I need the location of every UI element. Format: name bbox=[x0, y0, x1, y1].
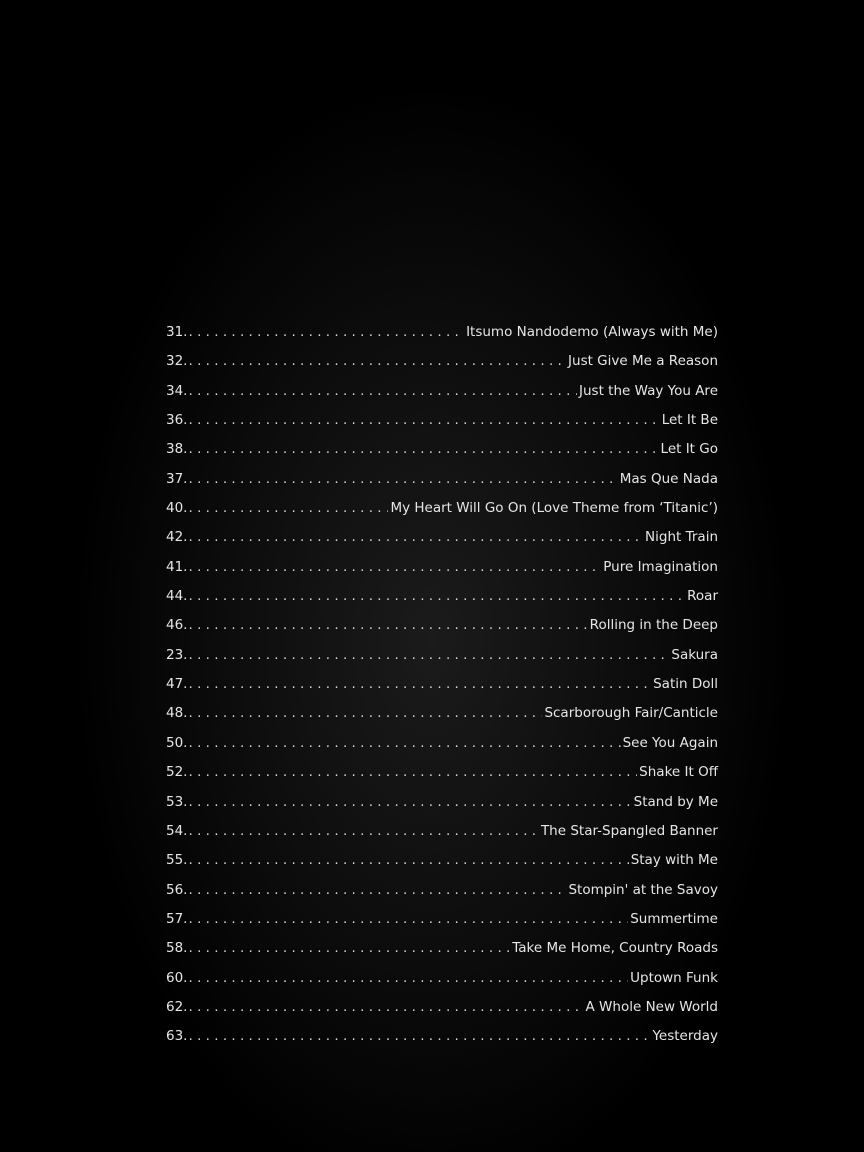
toc-song-title: Scarborough Fair/Canticle bbox=[544, 705, 718, 722]
toc-entry bbox=[166, 934, 718, 963]
toc-page-number: 56. bbox=[166, 881, 188, 898]
toc-song-title: Mas Que Nada bbox=[619, 470, 718, 487]
toc-page-number: 37. bbox=[166, 470, 188, 487]
toc-song-title: Pure Imagination bbox=[603, 558, 718, 575]
toc-entry bbox=[166, 846, 718, 875]
toc-dot-leader bbox=[188, 670, 651, 699]
toc-page-number: 60. bbox=[166, 969, 188, 986]
toc-entry bbox=[166, 876, 718, 905]
toc-entry bbox=[166, 964, 718, 993]
toc-page-number: 44. bbox=[166, 588, 188, 605]
toc-page-number: 38. bbox=[166, 441, 188, 458]
toc-song-title: Sakura bbox=[671, 646, 718, 663]
table-of-contents bbox=[166, 318, 718, 1052]
toc-page-number: 50. bbox=[166, 734, 188, 751]
toc-entry bbox=[166, 318, 718, 347]
toc-page-number: 48. bbox=[166, 705, 188, 722]
toc-song-title: Rolling in the Deep bbox=[589, 617, 718, 634]
toc-song-title: Itsumo Nandodemo (Always with Me) bbox=[466, 324, 718, 340]
toc-entry bbox=[166, 817, 718, 846]
toc-entry bbox=[166, 465, 718, 494]
toc-page-number: 63. bbox=[166, 1028, 188, 1045]
toc-entry bbox=[166, 699, 718, 728]
toc-entry bbox=[166, 347, 718, 376]
toc-entry bbox=[166, 611, 718, 640]
toc-dot-leader bbox=[188, 729, 620, 758]
toc-entry bbox=[166, 406, 718, 435]
toc-entry bbox=[166, 641, 718, 670]
toc-page-number: 31. bbox=[166, 324, 188, 340]
toc-entry bbox=[166, 523, 718, 552]
toc-song-title: Let It Go bbox=[660, 441, 718, 458]
toc-entry bbox=[166, 905, 718, 934]
toc-song-title: Yesterday bbox=[652, 1028, 718, 1045]
toc-dot-leader bbox=[188, 494, 388, 523]
toc-page-number: 54. bbox=[166, 822, 188, 839]
toc-page-number: 53. bbox=[166, 793, 188, 810]
toc-song-title: Roar bbox=[687, 588, 718, 605]
toc-dot-leader bbox=[188, 699, 542, 728]
toc-page-number: 23. bbox=[166, 646, 188, 663]
toc-page-number: 57. bbox=[166, 910, 188, 927]
toc-dot-leader bbox=[188, 318, 464, 347]
toc-dot-leader bbox=[188, 553, 601, 582]
toc-dot-leader bbox=[188, 817, 538, 846]
toc-song-title: Let It Be bbox=[661, 412, 718, 429]
toc-page-number: 36. bbox=[166, 412, 188, 429]
toc-dot-leader bbox=[188, 993, 583, 1022]
toc-song-title: Shake It Off bbox=[639, 764, 718, 781]
toc-dot-leader bbox=[188, 465, 617, 494]
toc-song-title: Take Me Home, Country Roads bbox=[512, 940, 718, 957]
toc-dot-leader bbox=[188, 905, 628, 934]
toc-dot-leader bbox=[188, 964, 628, 993]
toc-song-title: Satin Doll bbox=[653, 676, 718, 693]
toc-dot-leader bbox=[188, 377, 577, 406]
toc-dot-leader bbox=[188, 406, 659, 435]
toc-song-title: Just the Way You Are bbox=[579, 382, 718, 399]
toc-entry bbox=[166, 494, 718, 523]
toc-page-number: 52. bbox=[166, 764, 188, 781]
toc-entry bbox=[166, 582, 718, 611]
toc-song-title: Stay with Me bbox=[630, 852, 718, 869]
toc-song-title: Summertime bbox=[630, 910, 718, 927]
toc-page-number: 40. bbox=[166, 500, 188, 517]
toc-page-number: 62. bbox=[166, 998, 188, 1015]
toc-song-title: Uptown Funk bbox=[630, 969, 718, 986]
toc-song-title: Stand by Me bbox=[633, 793, 718, 810]
toc-song-title: A Whole New World bbox=[585, 998, 718, 1015]
toc-song-title: See You Again bbox=[622, 734, 718, 751]
toc-dot-leader bbox=[188, 641, 669, 670]
toc-song-title: Stompin' at the Savoy bbox=[568, 881, 718, 898]
toc-page-number: 47. bbox=[166, 676, 188, 693]
toc-entry bbox=[166, 1022, 718, 1051]
toc-entry bbox=[166, 729, 718, 758]
toc-page-number: 32. bbox=[166, 353, 188, 370]
toc-page-number: 34. bbox=[166, 382, 188, 399]
toc-dot-leader bbox=[188, 788, 631, 817]
toc-dot-leader bbox=[188, 582, 685, 611]
toc-dot-leader bbox=[188, 758, 637, 787]
toc-dot-leader bbox=[188, 934, 510, 963]
toc-song-title: The Star-Spangled Banner bbox=[540, 822, 718, 839]
toc-dot-leader bbox=[188, 435, 658, 464]
toc-entry bbox=[166, 435, 718, 464]
toc-page-number: 46. bbox=[166, 617, 188, 634]
toc-dot-leader bbox=[188, 846, 628, 875]
toc-page-number: 58. bbox=[166, 940, 188, 957]
toc-dot-leader bbox=[188, 347, 566, 376]
toc-entry bbox=[166, 758, 718, 787]
toc-entry bbox=[166, 553, 718, 582]
toc-page-number: 55. bbox=[166, 852, 188, 869]
toc-entry bbox=[166, 377, 718, 406]
toc-entry bbox=[166, 788, 718, 817]
toc-dot-leader bbox=[188, 1022, 650, 1051]
toc-song-title: Just Give Me a Reason bbox=[568, 353, 718, 370]
toc-song-title: My Heart Will Go On (Love Theme from ‘Titanic’) bbox=[390, 500, 718, 517]
toc-dot-leader bbox=[188, 876, 566, 905]
toc-song-title: Night Train bbox=[645, 529, 718, 546]
toc-entry bbox=[166, 670, 718, 699]
toc-entry bbox=[166, 993, 718, 1022]
toc-page-number: 41. bbox=[166, 558, 188, 575]
toc-page-number: 42. bbox=[166, 529, 188, 546]
toc-dot-leader bbox=[188, 523, 643, 552]
toc-dot-leader bbox=[188, 611, 587, 640]
